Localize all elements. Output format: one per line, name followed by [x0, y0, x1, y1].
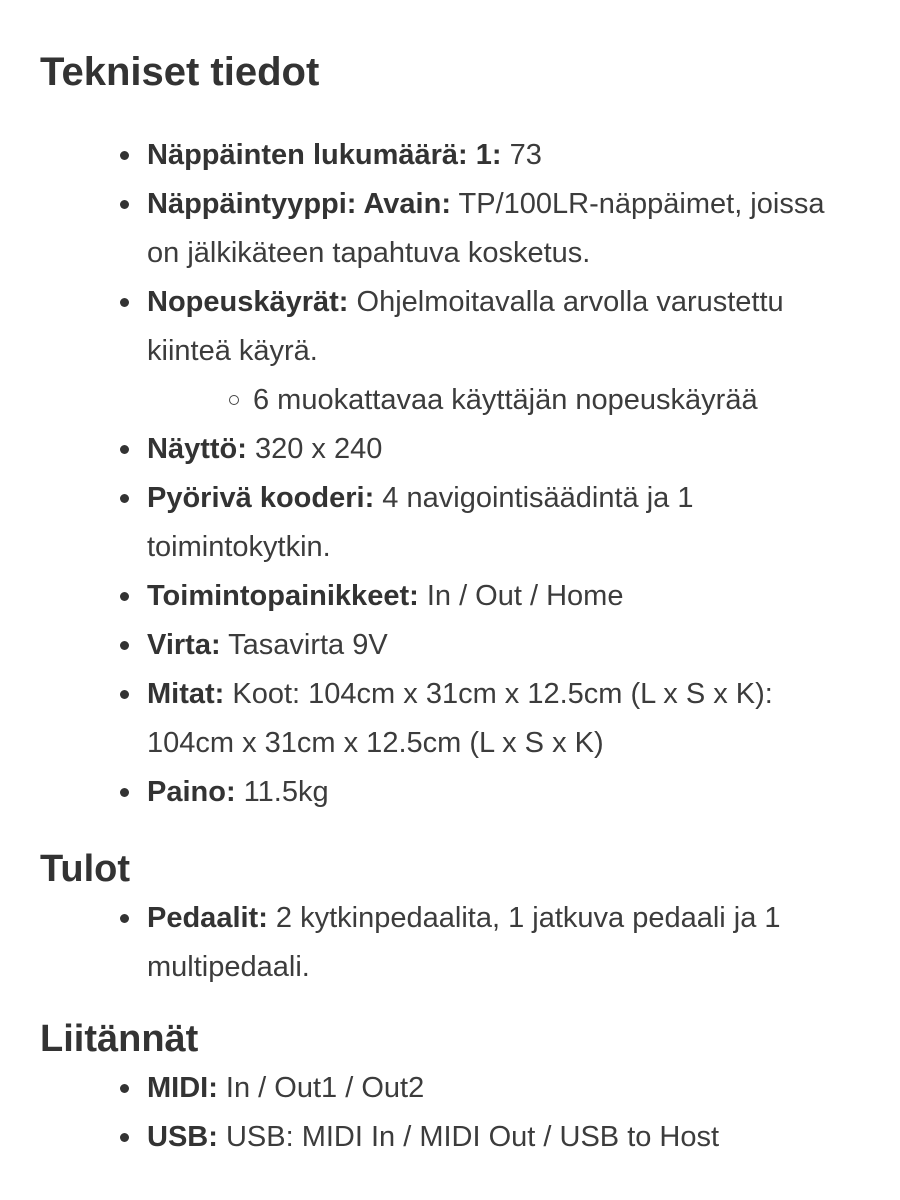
list-item	[117, 180, 857, 278]
spec-label: Mitat:	[147, 678, 225, 710]
spec-label: Näppäinten lukumäärä: 1:	[147, 139, 502, 171]
list-item	[117, 1064, 857, 1113]
spec-value: 73	[501, 139, 542, 171]
spec-value: 4 navigointisäädintä ja 1 toimintokytkin.	[147, 482, 694, 563]
spec-label: MIDI:	[147, 1072, 218, 1104]
spec-label: Virta:	[147, 629, 221, 661]
section-title-inputs: Tulot	[40, 848, 131, 890]
spec-label: Pyörivä kooderi:	[147, 482, 375, 514]
sub-list-item: 6 muokattavaa käyttäjän nopeuskäyrää	[227, 376, 900, 425]
inputs-list	[117, 894, 857, 992]
list-item	[117, 670, 857, 768]
list-item	[117, 425, 857, 474]
spec-label: USB:	[147, 1121, 218, 1153]
list-item	[117, 131, 857, 180]
spec-label: Nopeuskäyrät:	[147, 286, 349, 318]
spec-label: Paino:	[147, 776, 236, 808]
spec-value: Koot: 104cm x 31cm x 12.5cm (L x S x K): 104cm x 31cm x 12.5cm (L x S x K)	[147, 678, 773, 759]
spec-label: Näyttö:	[147, 433, 247, 465]
list-item	[117, 278, 857, 425]
list-item	[117, 474, 857, 572]
section-title-specs: Tekniset tiedot	[40, 50, 320, 94]
list-item	[117, 894, 857, 992]
list-item	[117, 768, 857, 817]
spec-value: In / Out / Home	[418, 580, 624, 612]
specs-list	[117, 131, 857, 817]
spec-label: Näppäintyyppi: Avain:	[147, 188, 451, 220]
spec-value: In / Out1 / Out2	[217, 1072, 425, 1104]
spec-value: 11.5kg	[235, 776, 329, 808]
sub-list	[227, 376, 900, 425]
spec-value: Ohjelmoitavalla arvolla varustettu kiinteä käyrä.	[147, 286, 784, 367]
spec-value: 2 kytkinpedaalita, 1 jatkuva pedaali ja 1 multipedaali.	[147, 902, 781, 983]
spec-label: Pedaalit:	[147, 902, 268, 934]
list-item	[117, 572, 857, 621]
spec-value: USB: MIDI In / MIDI Out / USB to Host	[217, 1121, 720, 1153]
connections-list	[117, 1064, 857, 1162]
spec-value: TP/100LR-näppäimet, joissa on jälkikäteen tapahtuva kosketus.	[147, 188, 825, 269]
spec-value: Tasavirta 9V	[220, 629, 388, 661]
section-title-connections: Liitännät	[40, 1018, 199, 1060]
spec-label: Toimintopainikkeet:	[147, 580, 419, 612]
spec-value: 320 x 240	[246, 433, 383, 465]
list-item	[117, 621, 857, 670]
list-item	[117, 1113, 857, 1162]
